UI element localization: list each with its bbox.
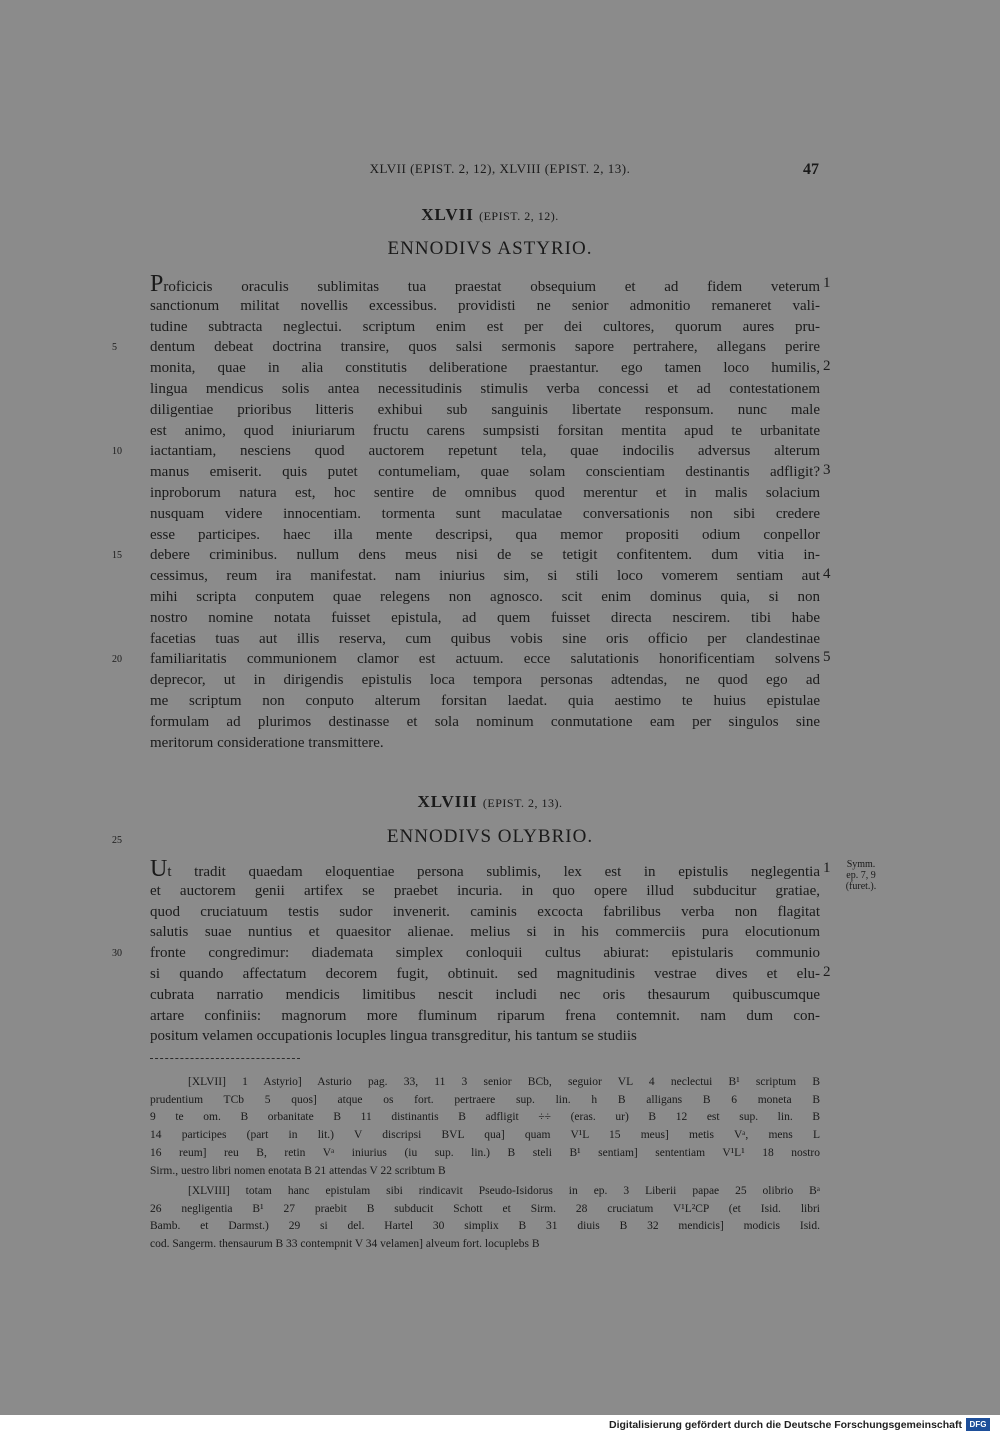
text-line: cessimus, reum ira manifestat. nam iniurius sim, si stili loco vomerem sentiam aut	[150, 568, 820, 585]
text-line: cubrata narratio mendicis limitibus nescit includi nec oris thesaurum quibuscumque	[150, 986, 820, 1003]
margin-note-line: ep. 7, 9	[846, 870, 876, 881]
drop-initial: U	[150, 856, 168, 882]
text-line: si quando affectatum decorem fugit, obtinuit. sed magnitudinis vestrae dives et elu-	[150, 966, 820, 982]
paragraph-number: 2	[823, 358, 831, 375]
text-line: positum velamen occupationis locuples lingua transgreditur, his tantum se studiis	[150, 1028, 637, 1045]
paragraph-number: 2	[823, 964, 831, 980]
text-line: inproborum natura est, hoc sentire de omnibus quod merentur et in malis solacium	[150, 485, 820, 501]
text-line: debere criminibus. nullum dens meus nisi de se tetigit confitentem. dum vitia in-	[150, 547, 820, 564]
text-line: tudine subtracta neglectui. scriptum enim est per dei cultores, quorum aures pru-	[150, 318, 820, 335]
text-line: dentum debeat doctrina transire, quos salsi sermonis sapore pertrahere, allegans perire	[150, 339, 820, 356]
apparatus-line: 9 te om. B orbanitate B 11 distinantis B adfligit ÷÷ (eras. ur) B 12 est sup. lin. B	[150, 1111, 820, 1124]
apparatus-line: cod. Sangerm. thensaurum B 33 contempnit V 34 velamen] alveum fort. locuplebs B	[150, 1238, 540, 1251]
margin-note-line: Symm.	[846, 859, 876, 870]
paragraph-number: 1	[823, 860, 831, 876]
apparatus-line: Sirm., uestro libri nomen enotata B 21 attendas V 22 scribtum B	[150, 1164, 446, 1177]
text-line: facetias tuas aut illis reserva, cum quibus vobis sine oris officio per clandestinae	[150, 630, 820, 647]
text-line: monita, quae in alia constitutis deliberatione praestantur. ego tamen loco humilis,	[150, 360, 820, 377]
text-line: sanctionum militat novellis excessibus. providisti ne senior admonitio remaneret vali-	[150, 297, 820, 314]
apparatus-line: [XLVIII] totam hanc epistulam sibi rindicavit Pseudo-Isidorus in ep. 3 Liberii papae 25 olibrio Bᵃ	[188, 1185, 820, 1197]
line-number: 5	[112, 342, 117, 354]
apparatus-divider	[150, 1058, 300, 1059]
apparatus-line: 16 reum] reu B, retin Vᵃ iniurius (iu sup. lin.) B steli B¹ sentiam] sententiam V¹L¹ 18 nostro	[150, 1146, 820, 1159]
line-number: 25	[112, 835, 122, 846]
text-line: quod cruciatuum testis sudor invenerit. caminis excocta fabrilibus verba non flagitat	[150, 903, 820, 920]
line-text: roficicis oraculis sublimitas tua praestat obsequium et ad fidem veterum	[163, 279, 820, 295]
text-line: me scriptum non conputo alterum forsitan laedat. quia aestimo te huius epistulae	[150, 693, 820, 709]
text-line: familiaritatis communionem clamor est actuum. ecce salutationis honorificentiam solvens	[150, 651, 820, 668]
text-line: iactantiam, nesciens quod auctorem repetunt tela, quae indocilis adversus alterum	[150, 443, 820, 460]
text-line: salutis suae nuntius et quaesitor alienae. melius si in his commerciis pura elocutionum	[150, 924, 820, 941]
paragraph-number: 4	[823, 566, 831, 583]
line-text: t tradit quaedam eloquentiae persona sublimis, lex est in epistulis neglegentia	[167, 864, 820, 880]
apparatus-line: 14 participes (part in lit.) V discripsi BVL qua] quam V¹L 15 meus] metis Vᵃ, mens L	[150, 1129, 820, 1142]
text-line: mihi scripta conputem quae relegens non agnosco. scit enim dominus quia, si non	[150, 589, 820, 605]
letter1-number: XLVII	[421, 205, 474, 224]
running-head: XLVII (EPIST. 2, 12), XLVIII (EPIST. 2, 13).	[369, 161, 631, 176]
text-line: lingua mendicus solis antea necessitudinis stimulis verba concessi et ad contestationem	[150, 381, 820, 397]
paragraph-number: 3	[823, 462, 831, 479]
letter2-heading	[0, 792, 980, 812]
letter1-heading	[0, 205, 980, 225]
text-line: nostro nomine notata fuisset epistula, ad quem fuisset directa nescirem. tibi habe	[150, 609, 820, 626]
text-line: esse participes. haec illa mente descripsi, qua memor propositi odium conpellor	[150, 526, 820, 543]
page-number: 47	[803, 161, 819, 178]
text-line: nusquam videre innocentiam. tormenta sunt maculatae conversationis non sibi credere	[150, 505, 820, 522]
apparatus-line: [XLVII] 1 Astyrio] Asturio pag. 33, 11 3 senior BCb, seguior VL 4 neclectui B¹ scriptum B	[188, 1076, 820, 1088]
apparatus-line: Bamb. et Darmst.) 29 si del. Hartel 30 simplix B 31 diuis B 32 mendicis] modicis Isid.	[150, 1220, 820, 1233]
drop-initial: P	[150, 271, 164, 297]
apparatus-line: 26 negligentia B¹ 27 praebit B subducit Schott et Sirm. 28 cruciatum V¹L²CP (et Isid. libri	[150, 1202, 820, 1215]
letter2-ref: (EPIST. 2, 13).	[482, 796, 563, 810]
dfg-logo: DFG	[966, 1418, 990, 1431]
paragraph-number: 1	[823, 275, 831, 291]
text-line: et auctorem genii artifex se praebet incuria. in quo opere illud subducitur gratiae,	[150, 882, 820, 899]
letter1-title: ENNODIVS ASTYRIO.	[387, 238, 593, 259]
text-line: artare confiniis: magnorum more fluminum riparum frena contemnit. nam dum con-	[150, 1007, 820, 1024]
line-number: 15	[112, 550, 122, 562]
text-line	[150, 271, 820, 298]
margin-note	[836, 859, 886, 892]
text-line: meritorum consideratione transmittere.	[150, 734, 384, 751]
text-line: deprecor, ut in dirigendis epistulis loca tempora personas adtendas, ne quod ego ad	[150, 672, 820, 689]
line-number: 30	[112, 948, 122, 960]
text-line: manus emiserit. quis putet contumeliam, quae solam conscientiam destinantis adfligit?	[150, 464, 820, 481]
text-line: diligentiae prioribus litteris exhibui sub sanguinis libertate responsum. nunc male	[150, 401, 820, 418]
text-line: est animo, quod iniuriarum fructu carens sumpsisti forsitan mentita apud te urbanitate	[150, 422, 820, 439]
text-line: fronte congredimur: diademata simplex conloquii cultus abiurat: epistularis communio	[150, 945, 820, 962]
line-number: 20	[112, 654, 122, 666]
text-line: formulam ad plurimos destinasse et sola nominum conmutatione eam per singulos sine	[150, 713, 820, 730]
text-line	[150, 856, 820, 883]
apparatus-line: prudentium TCb 5 quos] atque os fort. pertraere sup. lin. h B alligans B 6 moneta B	[150, 1093, 820, 1106]
line-number: 10	[112, 446, 122, 458]
letter2-title: ENNODIVS OLYBRIO.	[386, 826, 594, 847]
letter1-ref: (EPIST. 2, 12).	[479, 209, 559, 223]
footer-credit: Digitalisierung gefördert durch die Deutsche Forschungsgemeinschaft	[609, 1419, 962, 1431]
paragraph-number: 5	[823, 649, 831, 666]
letter2-number: XLVIII	[417, 792, 478, 811]
margin-note-line: (furet.).	[845, 881, 877, 892]
